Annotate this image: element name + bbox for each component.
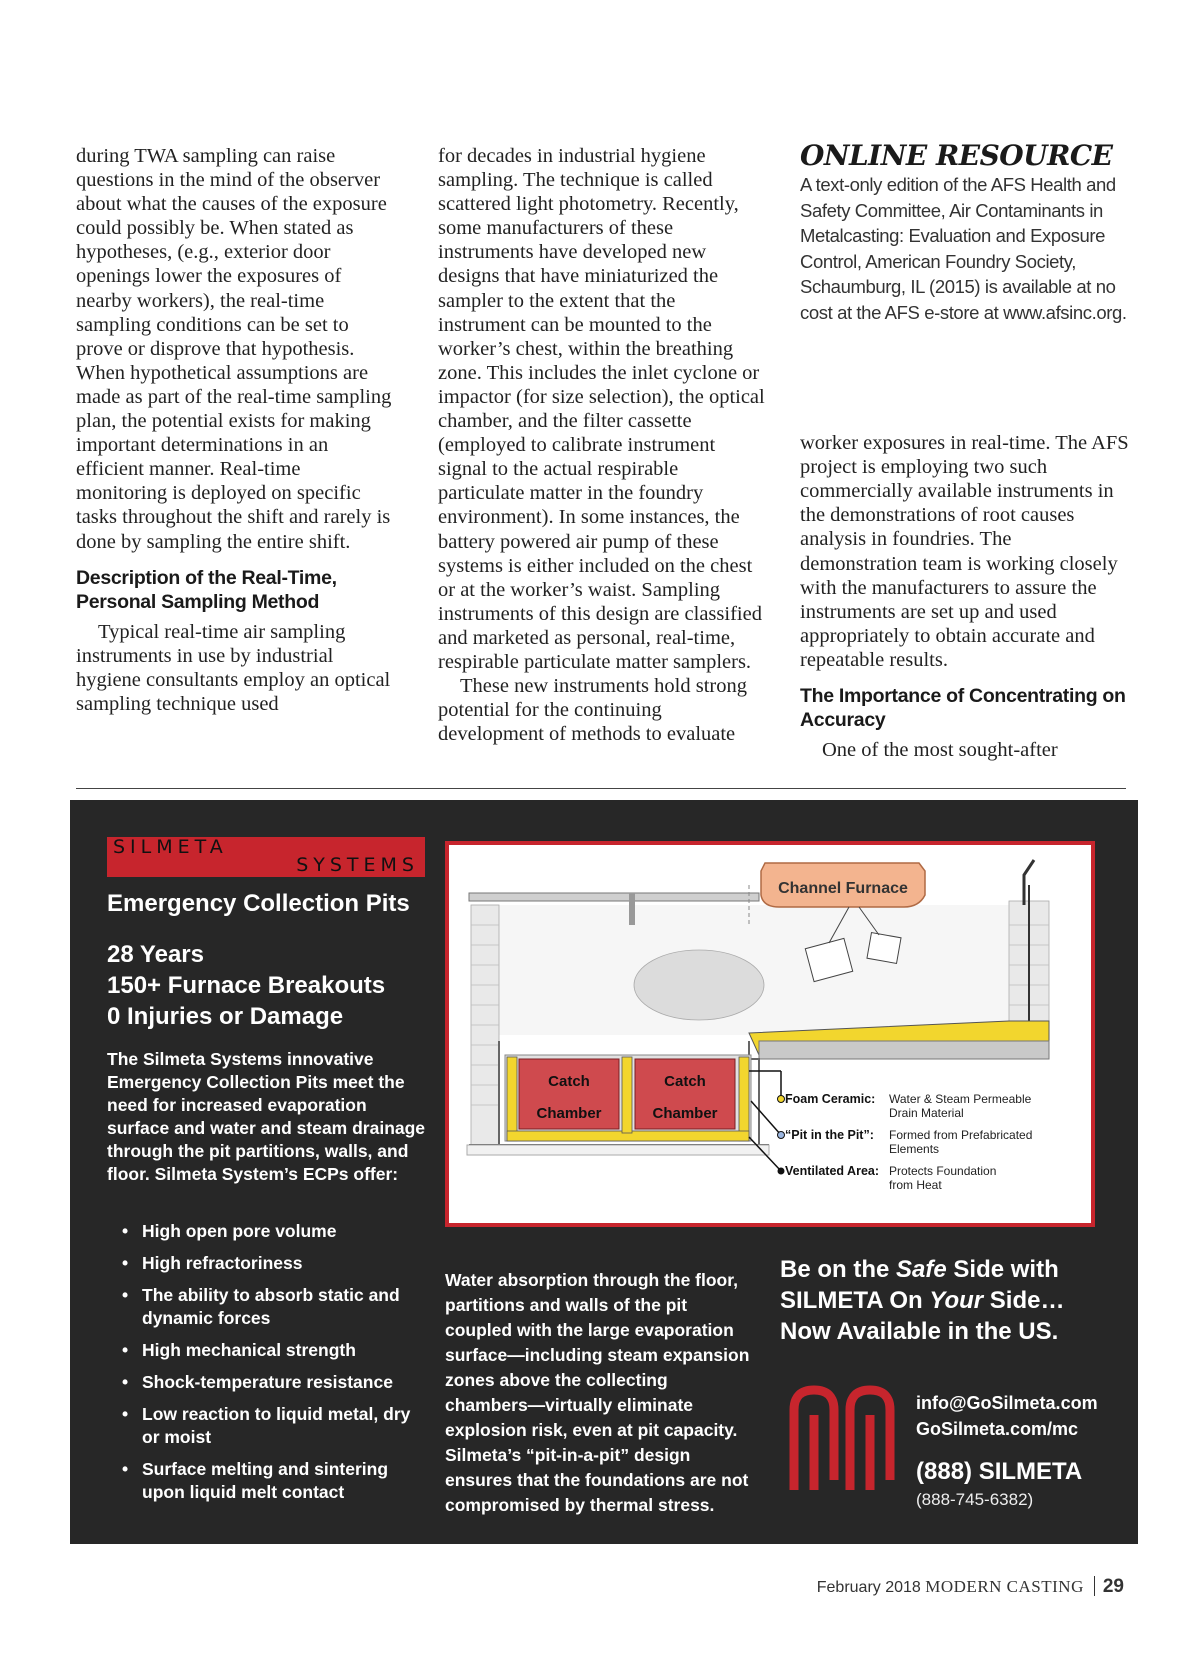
article-paragraph: One of the most sought-after bbox=[822, 739, 1058, 762]
feature-list bbox=[122, 1220, 422, 1513]
article-paragraph: Typical real-time air sampling instruments in use by industrial hygiene consultants employ an optical sampling technique used bbox=[76, 620, 391, 715]
ad-stat: 28 Years bbox=[107, 941, 204, 968]
silmeta-advertisement bbox=[70, 800, 1138, 1544]
divider bbox=[76, 788, 1126, 789]
callout-label: “Pit in the Pit”: bbox=[785, 1128, 874, 1142]
magazine-name: MODERN CASTING bbox=[925, 1577, 1084, 1596]
website-link[interactable]: GoSilmeta.com/mc bbox=[916, 1419, 1079, 1439]
article-paragraph: worker exposures in real-time. The AFS project is employing two such commercially available instruments in the demonstrations of root causes analysis in foundries. The demonstration team is working closely with the manufacturers to assure the instruments are set up and used appropriately to obtain accurate and repeatable results. bbox=[800, 432, 1129, 671]
callout-label: Ventilated Area: bbox=[785, 1164, 880, 1178]
page-number: 29 bbox=[1102, 1576, 1124, 1597]
article-paragraph: for decades in industrial hygiene sampling. The technique is called scattered light photometry. Recently, some manufacturers of these instruments have developed new designs that have miniaturized the sampler to the extent that the instrument can be mounted to the worker’s chest, within the breathing zone. This includes the inlet cyclone or impactor (for size selection), the optical chamber, and the filter cassette (employed to calibrate instrument signal to the actual respirable particulate matter in the foundry environment). In some instances, the battery powered air pump of these systems is either included on the chest or at the worker’s waist. Sampling instruments of this design are classified and marketed as personal, real-time, respirable particulate matter samplers. bbox=[438, 145, 765, 673]
list-item: • High open pore volume bbox=[122, 1220, 422, 1243]
catch-chamber-label: Chamber bbox=[652, 1105, 718, 1122]
callout-text: Drain Material bbox=[889, 1106, 964, 1120]
furnace-label: Channel Furnace bbox=[778, 880, 908, 897]
callout-text: Elements bbox=[889, 1142, 940, 1156]
ad-middle-text: Water absorption through the floor, partitions and walls of the pit coupled with the large evaporation surface—including steam expansion zones above the collecting chambers—virtually eliminate explosion risk, even at pit capacity. Silmeta’s “pit-in-a-pit” design ensures that the foundations are not compromised by thermal stress. bbox=[445, 1270, 750, 1515]
catch-chamber-label: Chamber bbox=[536, 1105, 602, 1122]
issue-date: February 2018 bbox=[816, 1579, 921, 1596]
online-resource-body: A text-only edition of the AFS Health and Safety Committee, Air Contaminants in Metalcasting: Evaluation and Exposure Control, American Foundry Society, Schaumburg, IL (2015) is available at no cost at the AFS e-store at www.afsinc.org. bbox=[800, 174, 1127, 323]
phone-number[interactable]: (888) SILMETA bbox=[916, 1458, 1083, 1485]
callout-label: Foam Ceramic: bbox=[785, 1092, 876, 1106]
ad-tagline: Be on the Safe Side with SILMETA On Your Side… Now Available in the US. bbox=[780, 1256, 1065, 1345]
list-item: • Shock-temperature resistance bbox=[122, 1371, 422, 1394]
pit-diagram bbox=[445, 841, 1095, 1227]
ad-headline: Emergency Collection Pits bbox=[107, 890, 410, 917]
article-column-2 bbox=[438, 144, 768, 746]
contact-info bbox=[916, 1390, 1098, 1442]
silmeta-symbol-icon bbox=[784, 1380, 904, 1498]
callout-text: Formed from Prefabricated bbox=[889, 1128, 1033, 1142]
silmeta-logo: SILMETA SYSTEMS bbox=[107, 837, 425, 877]
callout-text: from Heat bbox=[889, 1178, 942, 1192]
phone-numeric: (888-745-6382) bbox=[916, 1490, 1034, 1509]
list-item: • High refractoriness bbox=[122, 1252, 422, 1275]
ad-stat: 0 Injuries or Damage bbox=[107, 1003, 344, 1030]
article-paragraph: during TWA sampling can raise questions in the mind of the observer about what the causes of the exposure could possibly be. When stated as hypotheses, (e.g., exterior door openings lower the exposures of nearby workers), the real-time sampling conditions can be set to prove or disprove that hypothesis. When hypothetical assumptions are made as part of the real-time sampling plan, the potential exists for making important determinations in an efficient manner. Real-time monitoring is deployed on specific tasks throughout the shift and rarely is done by sampling the entire shift. bbox=[76, 145, 392, 553]
callout-text: Protects Foundation bbox=[889, 1164, 997, 1178]
online-resource-title: ONLINE RESOURCE bbox=[800, 139, 1113, 172]
article-column-3 bbox=[800, 139, 1130, 762]
catch-chamber-label: Catch bbox=[664, 1073, 706, 1090]
list-item: • Low reaction to liquid metal, dry or moist bbox=[122, 1403, 422, 1449]
list-item: • The ability to absorb static and dynamic forces bbox=[122, 1284, 422, 1330]
catch-chamber-label: Catch bbox=[548, 1073, 590, 1090]
email-link[interactable]: info@GoSilmeta.com bbox=[916, 1393, 1098, 1413]
list-item: • Surface melting and sintering upon liquid melt contact bbox=[122, 1458, 422, 1504]
ad-description: The Silmeta Systems innovative Emergency Collection Pits meet the need for increased evaporation surface and water and steam drainage through the pit partitions, walls, and floor. Silmeta System’s ECPs offer: bbox=[107, 1049, 426, 1184]
ad-stat: 150+ Furnace Breakouts bbox=[107, 972, 386, 999]
article-paragraph: These new instruments hold strong potential for the continuing development of methods to evaluate bbox=[438, 675, 747, 746]
article-column-1 bbox=[76, 144, 394, 716]
list-item: • High mechanical strength bbox=[122, 1339, 422, 1362]
section-heading: Description of the Real-Time, Personal Sampling Method bbox=[76, 566, 337, 613]
page-footer bbox=[817, 1576, 1124, 1598]
ad-stats bbox=[107, 939, 385, 1032]
callout-text: Water & Steam Permeable bbox=[889, 1092, 1032, 1106]
section-heading: The Importance of Concentrating on Accuracy bbox=[800, 685, 1126, 732]
